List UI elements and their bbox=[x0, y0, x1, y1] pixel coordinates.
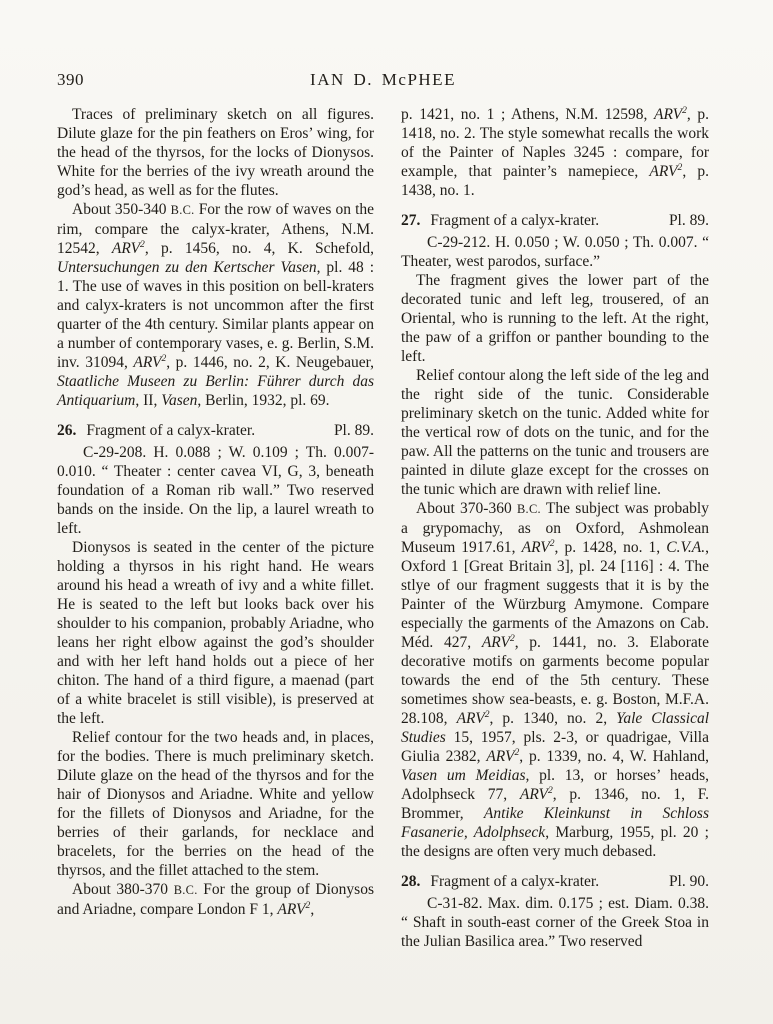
paragraph bbox=[57, 880, 374, 919]
text-run: B.C. bbox=[516, 502, 541, 516]
entry-heading-left bbox=[57, 421, 255, 440]
text-run: pl. 13, or horses’ heads, Adolphseck 77, bbox=[401, 767, 709, 803]
paragraph bbox=[401, 499, 709, 861]
text-run: Vasen um Meidias, bbox=[401, 767, 530, 784]
text-run: For the row of waves on the rim, compare the calyx-krater, Athens, N.M. 12542, bbox=[57, 201, 374, 257]
entry-heading bbox=[57, 421, 374, 440]
text-run: C-29-212. H. 0.050 ; W. 0.050 ; Th. 0.007. “ Theater, west parodos, surface.” bbox=[401, 234, 709, 270]
text-run: , p. 1446, no. 2, K. Neugebauer, bbox=[166, 354, 374, 371]
text-run: C-29-208. H. 0.088 ; W. 0.109 ; Th. 0.007-0.010. “ Theater : center cavea VI, G, 3, beneath foundation of a Roman rib wall.” Two reserved bands on the inside. On the lip, a laurel wreath to left. bbox=[57, 444, 374, 537]
text-run: , p. 1418, no. 2. The style somewhat recalls the work of the Painter of Naples 3245 : compare, for example, that painter’s namepiece, bbox=[401, 106, 710, 180]
page-number: 390 bbox=[57, 70, 84, 89]
entry-heading-left bbox=[401, 211, 599, 230]
text-run: , p. 1441, no. 3. Elaborate decorative motifs on garments become popular towards the end of the 5th century. These sometimes show sea-beasts, e. g. Boston, M.F.A. 28.108, bbox=[401, 634, 709, 727]
text-run: Antike Kleinkunst in Schloss Fasanerie, Adolphseck bbox=[401, 805, 709, 841]
text-run: 2 bbox=[682, 104, 687, 116]
text-run: , Berlin, 1932, pl. 69. bbox=[197, 392, 330, 409]
text-run: Dionysos is seated in the center of the picture holding a thyrsos in his right hand. He wears around his head a wreath of ivy and a white fillet. He is seated to the left but looks back over his shoulder to his companion, probably Ariadne, who leans her right elbow against the god’s shoulder and with her left hand holds out a piece of her chiton. The hand of a third figure, a maenad (part of a white bracelet is still visible), is preserved at the left. bbox=[57, 539, 374, 727]
text-run: 2 bbox=[549, 537, 555, 549]
text-run: , p. 1438, no. 1. bbox=[401, 163, 710, 199]
text-run: B.C. bbox=[170, 203, 195, 217]
column-right bbox=[401, 105, 709, 951]
plate-reference: Pl. 89. bbox=[668, 212, 709, 229]
text-run: The fragment gives the lower part of the decorated tunic and left leg, trousered, of an Oriental, who is running to the left. At the right, the paw of a griffon or panther bounding to the left. bbox=[401, 272, 709, 365]
text-run: , bbox=[310, 901, 315, 918]
paragraph bbox=[401, 233, 709, 271]
text-run: Vasen bbox=[161, 392, 198, 409]
text-run: ARV bbox=[649, 163, 678, 180]
text-run: , p. 1428, no. 1, bbox=[554, 539, 667, 556]
text-run: 2 bbox=[140, 238, 145, 250]
paragraph bbox=[401, 366, 709, 499]
running-head-author: IAN D. McPHEE bbox=[310, 70, 456, 89]
text-block bbox=[57, 70, 709, 951]
entry-title: Fragment of a calyx-krater. bbox=[430, 212, 600, 229]
text-run: , p. 1346, no. 1, F. Brommer, bbox=[401, 786, 709, 822]
text-run: , pl. 48 : 1. The use of waves in this position on bell-kraters and calyx-kraters is not uncommon after the first quarter of the 4th century. Similar plants appear on a number of contemporary vases, e. g. Berlin, S.M. inv. 31094, bbox=[57, 259, 374, 371]
entry-heading bbox=[401, 872, 709, 891]
entry-heading-left bbox=[401, 872, 599, 891]
text-run: ARV bbox=[519, 786, 548, 803]
text-run: , p. 1456, no. 4, K. Schefold, bbox=[144, 240, 375, 257]
entry-title: Fragment of a calyx-krater. bbox=[86, 422, 256, 439]
text-run: p. 1421, no. 1 ; Athens, N.M. 12598, bbox=[401, 106, 654, 123]
entry-number: 26. bbox=[57, 422, 77, 439]
text-run: , Marburg, 1955, pl. 20 ; the designs are often very much debased. bbox=[401, 824, 709, 860]
text-run: , Oxford 1 [Great Britain 3], pl. 24 [116] : 4. The stlye of our fragment suggests that it is by the Painter of the Würzburg Amymone. Compare especially the garments of the Amazons on Cab. Méd. 427, bbox=[401, 539, 710, 651]
text-run: 15, 1957, pls. 2-3, or quadrigae, Villa Giulia 2382, bbox=[401, 729, 709, 765]
paragraph bbox=[57, 105, 374, 200]
text-run: Yale Classical Studies bbox=[401, 710, 710, 746]
text-run: ARV bbox=[277, 901, 306, 918]
text-run: ARV bbox=[653, 106, 683, 123]
text-run: 2 bbox=[677, 161, 683, 173]
text-run: ARV bbox=[111, 240, 141, 257]
text-run: Staatliche Museen zu Berlin: Führer durch das Antiquarium bbox=[57, 373, 374, 409]
paragraph bbox=[401, 894, 709, 951]
entry-heading bbox=[401, 211, 709, 230]
plate-reference: Pl. 90. bbox=[668, 873, 709, 890]
text-run: ARV bbox=[481, 634, 510, 651]
running-header bbox=[57, 70, 709, 90]
text-run: ARV bbox=[486, 748, 515, 765]
paragraph bbox=[57, 728, 374, 880]
paragraph bbox=[57, 443, 374, 538]
text-run: Relief contour for the two heads and, in places, for the bodies. There is much preliminary sketch. Dilute glaze on the head of the thyrsos and for the hair of Dionysos and Ariadne. White and yellow for the fillets of Dionysos and Ariadne, for the berries of their garlands, for necklace and bracelets, for the berries on the head of the thyrsos, and the fillet attached to the stem. bbox=[57, 729, 374, 879]
entry-number: 27. bbox=[401, 212, 421, 229]
text-run: ARV bbox=[133, 354, 162, 371]
text-run: , II, bbox=[135, 392, 162, 409]
text-run: C-31-82. Max. dim. 0.175 ; est. Diam. 0.38. “ Shaft in south-east corner of the Greek Stoa in the Julian Basilica area.” Two reserved bbox=[401, 895, 709, 950]
text-run: About 370-360 bbox=[416, 500, 517, 517]
column-left bbox=[57, 105, 374, 951]
text-run: C.V.A. bbox=[666, 539, 706, 556]
paragraph bbox=[401, 271, 709, 366]
text-run: 2 bbox=[161, 352, 167, 364]
text-run: Traces of preliminary sketch on all figures. Dilute glaze for the pin feathers on Eros’ wing, for the head of the thyrsos, for the locks of Dionysos. White for the berries of the ivy wreath around the god’s head, as well as for the flutes. bbox=[57, 106, 374, 199]
two-column-text bbox=[57, 105, 709, 951]
text-run: 2 bbox=[509, 632, 515, 644]
text-run: 2 bbox=[484, 708, 490, 720]
text-run: 2 bbox=[514, 746, 520, 758]
paragraph bbox=[401, 105, 709, 200]
text-run: About 380-370 bbox=[72, 881, 174, 898]
text-run: The subject was probably a grypomachy, as on Oxford, Ashmolean Museum 1917.61, bbox=[401, 500, 709, 556]
text-run: For the group of Dionysos and Ariadne, compare London F 1, bbox=[57, 881, 374, 918]
text-run: 2 bbox=[305, 899, 311, 911]
entry-number: 28. bbox=[401, 873, 421, 890]
text-run: Relief contour along the left side of the leg and the right side of the tunic. Considerable preliminary sketch on the tunic. Added white for the vertical row of dots on the tunic, and for the paw. All the patterns on the tunic and trousers are painted in dilute glaze except for the crosses on the tunic which are drawn with relief line. bbox=[401, 367, 709, 498]
text-run: , p. 1340, no. 2, bbox=[489, 710, 617, 727]
text-run: About 350-340 bbox=[72, 201, 171, 218]
text-run: 2 bbox=[547, 784, 553, 796]
text-run: ARV bbox=[521, 539, 550, 556]
text-run: Untersuchungen zu den Kertscher Vasen bbox=[57, 259, 317, 276]
text-run: B.C. bbox=[173, 883, 198, 897]
paragraph bbox=[57, 538, 374, 728]
paragraph bbox=[57, 200, 374, 410]
text-run: , p. 1339, no. 4, W. Hahland, bbox=[519, 748, 709, 765]
entry-title: Fragment of a calyx-krater. bbox=[430, 873, 600, 890]
text-run: ARV bbox=[456, 710, 485, 727]
plate-reference: Pl. 89. bbox=[333, 422, 374, 439]
